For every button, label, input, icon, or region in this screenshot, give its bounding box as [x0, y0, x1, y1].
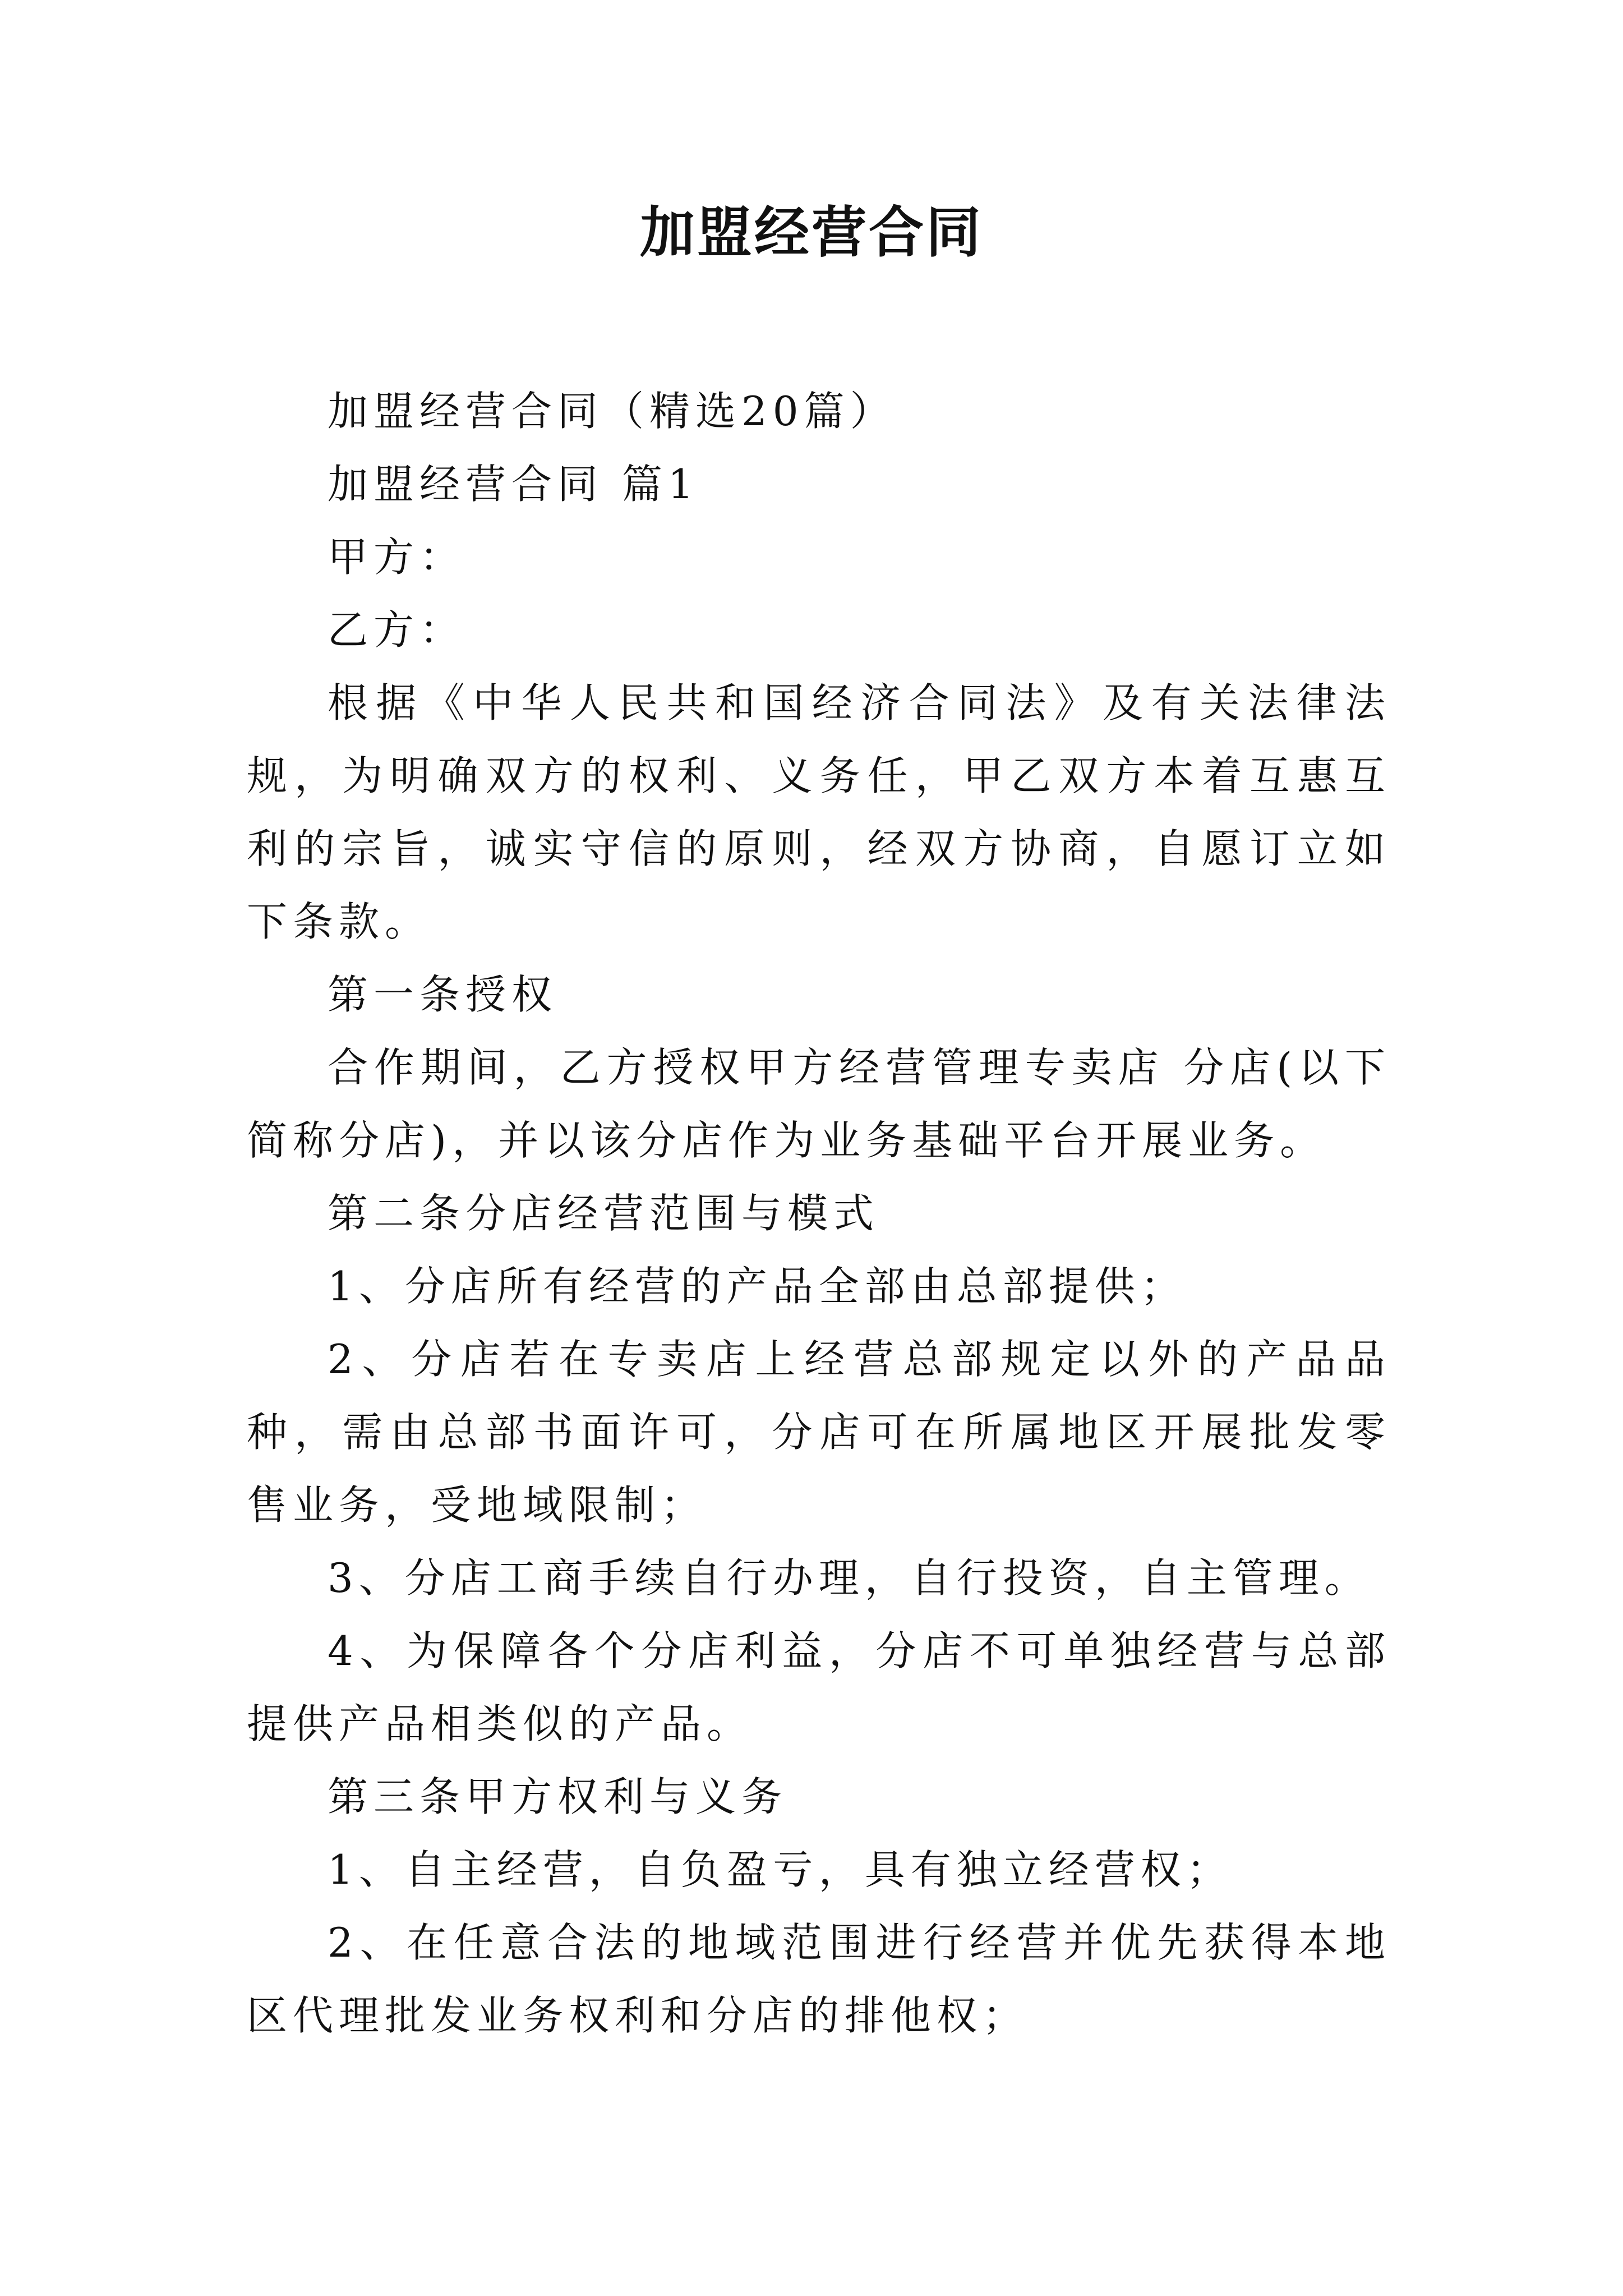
- document-title: 加盟经营合同: [639, 200, 983, 265]
- paragraph-article-2-item-2: 2、分店若在专卖店上经营总部规定以外的产品品种，需由总部书面许可，分店可在所属地区开展批发零售业务，受地域限制；: [247, 1336, 1391, 1529]
- paragraph-preamble: 根据《中华人民共和国经济合同法》及有关法律法规，为明确双方的权利、义务任，甲乙双方本着互惠互利的宗旨，诚实守信的原则，经双方协商，自愿订立如下条款。: [247, 679, 1391, 945]
- paragraph-article-1-heading: 第一条授权: [328, 971, 558, 1018]
- paragraph-article-1-body: 合作期间，乙方授权甲方经营管理专卖店 分店(以下简称分店)，并以该分店作为业务基础平台开展业务。: [247, 1044, 1391, 1164]
- paragraph-article-3-item-1: 1、自主经营，自负盈亏，具有独立经营权；: [328, 1846, 1233, 1893]
- paragraph-article-3-item-2: 2、在任意合法的地域范围进行经营并优先获得本地区代理批发业务权利和分店的排他权；: [247, 1919, 1391, 2039]
- paragraph-party-b: 乙方：: [328, 606, 466, 654]
- paragraph-article-2-item-1: 1、分店所有经营的产品全部由总部提供；: [328, 1263, 1187, 1310]
- paragraph-subtitle: 加盟经营合同（精选20篇）: [328, 388, 896, 435]
- document-body: [247, 375, 1391, 2052]
- paragraph-section-heading: 加盟经营合同 篇1: [328, 461, 699, 508]
- paragraph-article-2-item-3: 3、分店工商手续自行办理，自行投资，自主管理。: [328, 1554, 1371, 1602]
- paragraph-article-3-heading: 第三条甲方权利与义务: [328, 1773, 788, 1820]
- paragraph-party-a: 甲方：: [328, 533, 466, 581]
- paragraph-article-2-heading: 第二条分店经营范围与模式: [328, 1190, 880, 1237]
- paragraph-article-2-item-4: 4、为保障各个分店利益，分店不可单独经营与总部提供产品相类似的产品。: [247, 1627, 1391, 1747]
